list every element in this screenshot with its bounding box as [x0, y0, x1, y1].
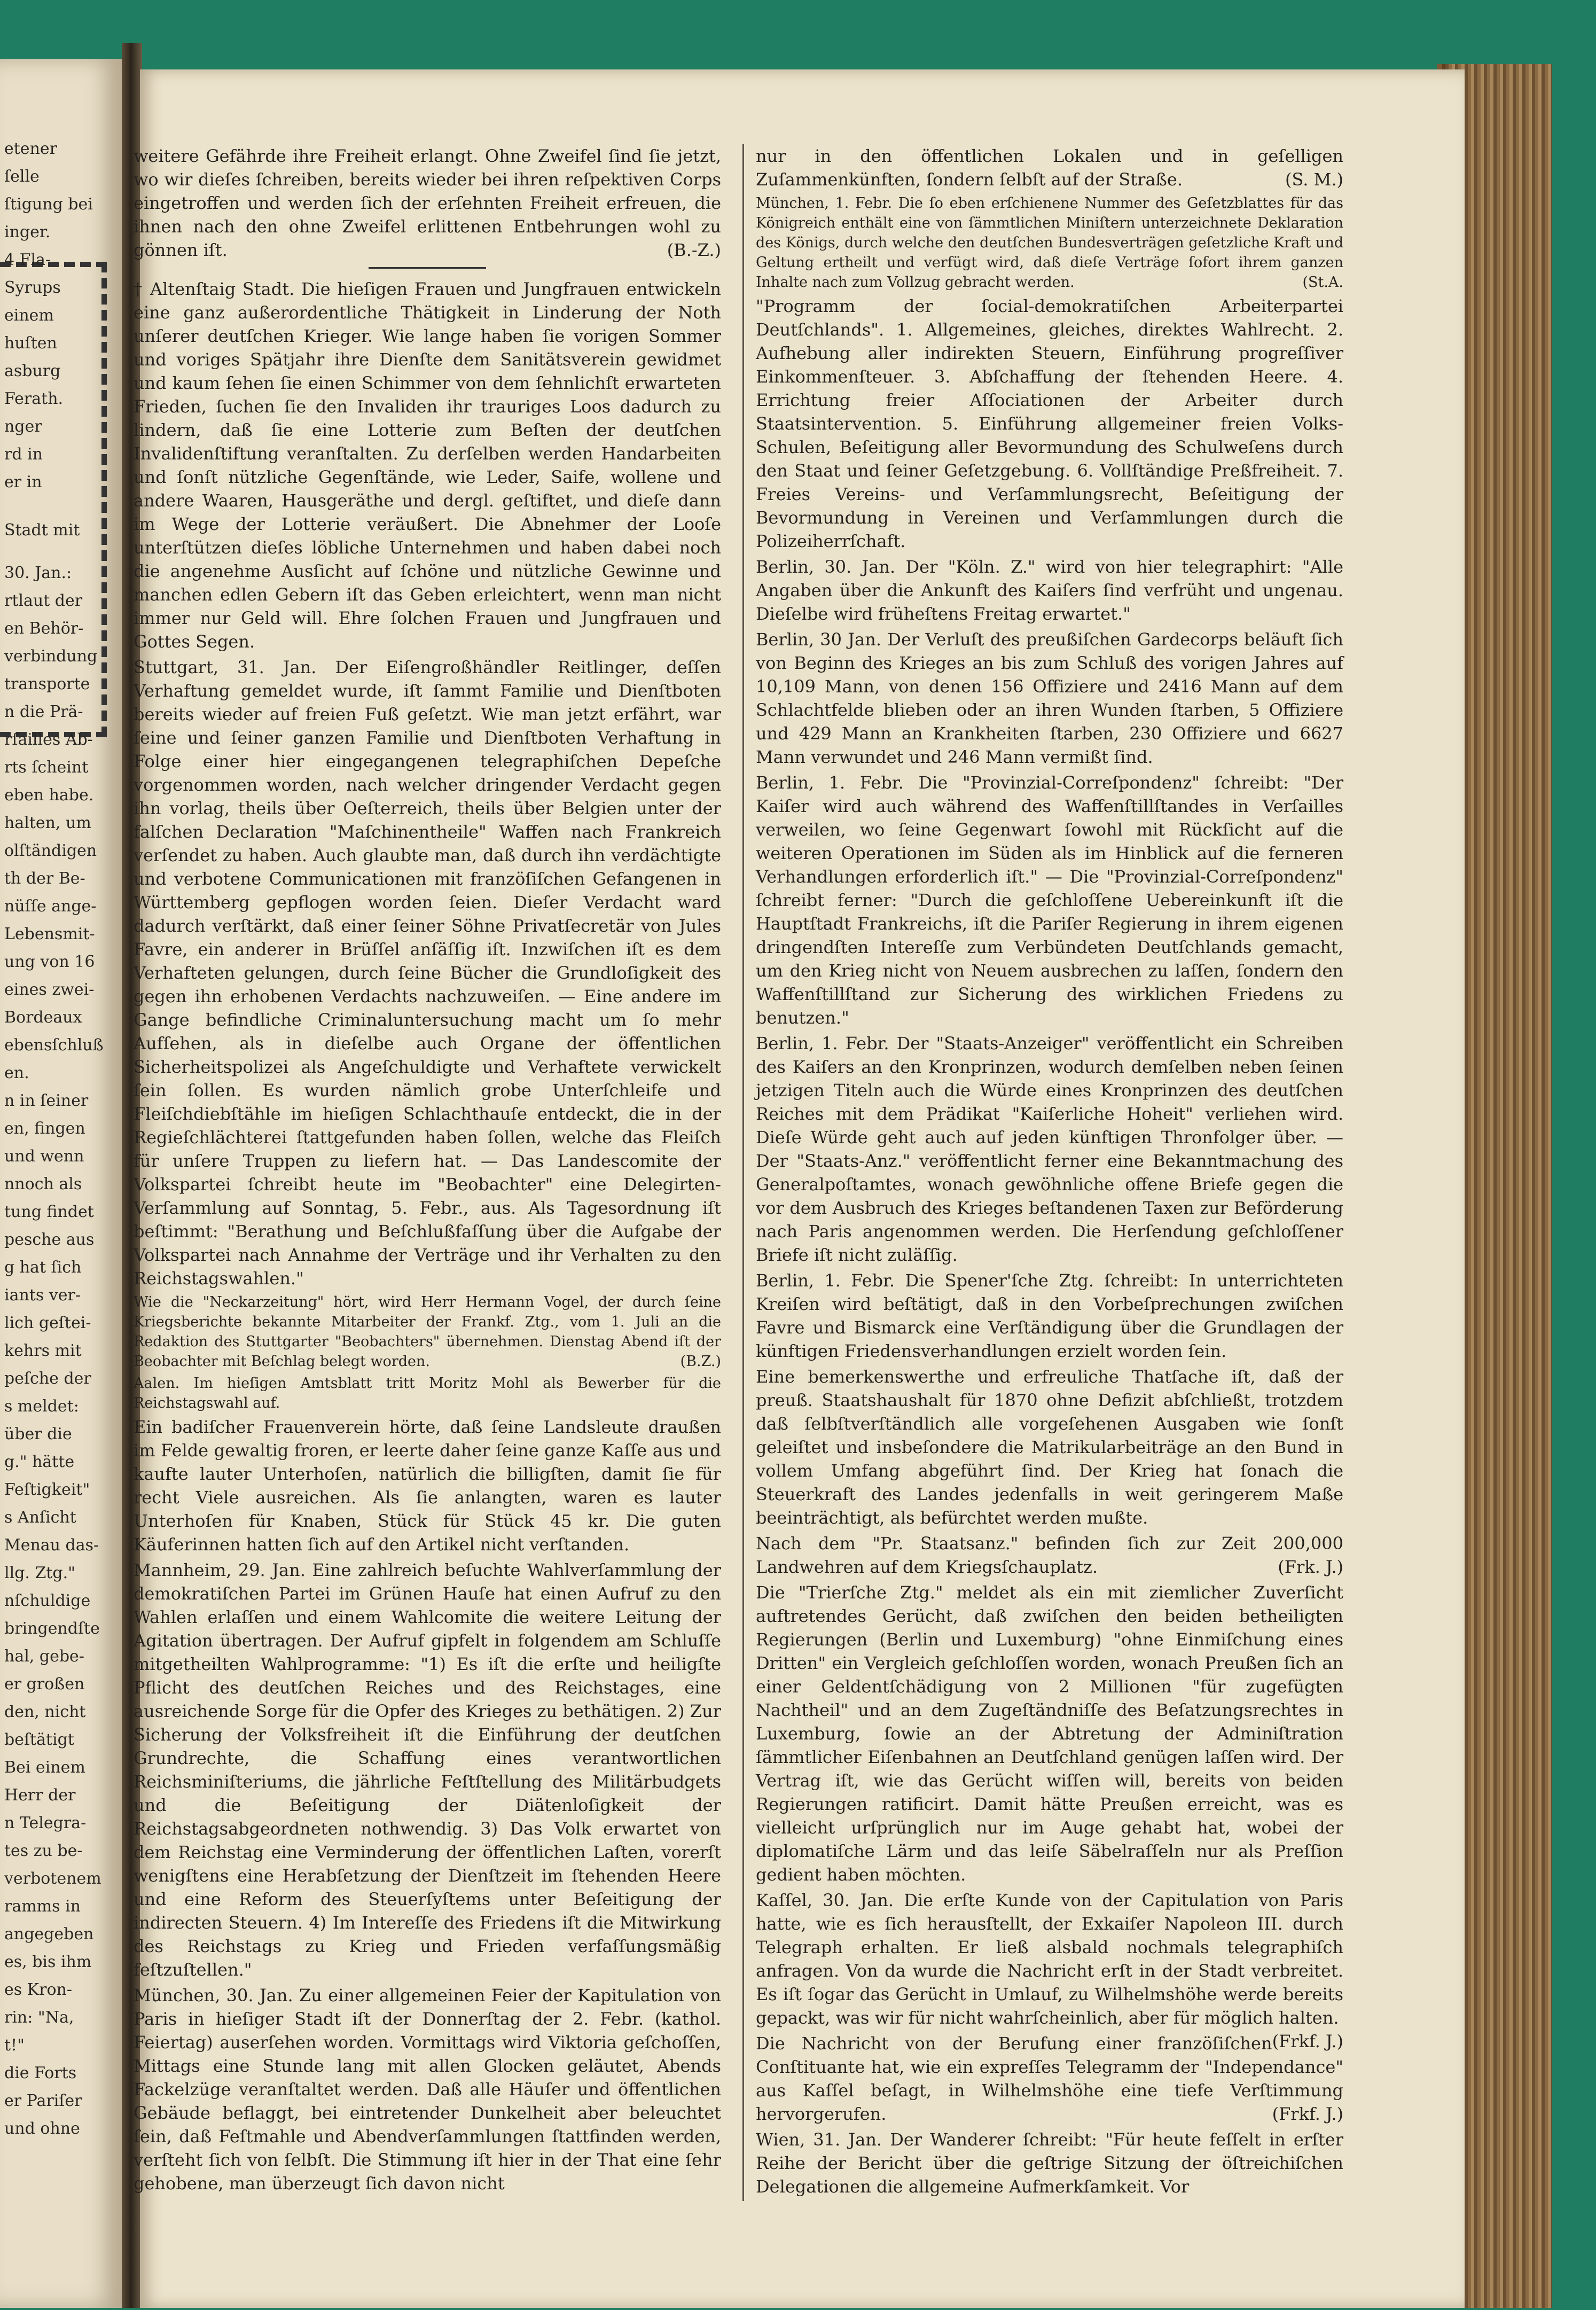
right-column	[756, 144, 1343, 2200]
article-paragraph	[756, 1532, 1343, 1579]
prev-page-line: peſche der	[4, 1369, 91, 1388]
article-paragraph	[134, 655, 721, 1290]
article-paragraph	[756, 771, 1343, 1029]
prev-page-line: Syrups	[4, 278, 61, 297]
article-paragraph	[756, 1269, 1343, 1363]
source-attribution: (S. M.)	[1285, 169, 1343, 190]
prev-page-line: en Behör-	[4, 619, 84, 638]
prev-page-line: n die Prä-	[4, 703, 83, 721]
article-paragraph	[134, 1984, 721, 2195]
prev-page-line: beſtätigt	[4, 1730, 74, 1749]
article-text: Die "Trierſche Ztg." meldet als ein mit ziemlicher Zuverſicht auftretendes Gerücht, daß zwiſchen den beiden betheiligten Regierungen (Berlin und Luxemburg) "ohne Einmiſchung eines Dritten" ein Vergleich geſchloſſen worden, wonach Preußen ſich an einer Geldentſchädigung von 2 Millionen "für zugefügten Nachtheil" und an dem Zugeſtändniſſe des Beſatzungsrechtes in Luxemburg, ſowie an der Abtretung der Adminiſtration ſämmtlicher Eiſenbahnen an Deutſchland genügen laſſen wird. Der Vertrag iſt, wie das Gerücht wiſſen will, bereits von beiden Regierungen ratificirt. Damit hätte Preußen erreicht, was es vielleicht urſprünglich nur im Auge gehabt hat, wobei der diplomatiſche Lärm und das leiſe Säbelraſſeln nur als Preſſion gedient haben möchten.	[756, 1582, 1343, 1885]
article-text: † Altenſtaig Stadt. Die hieſigen Frauen und Jungfrauen entwickeln eine ganz außerordentliche Thätigkeit in Linderung der Noth unſerer deutſchen Krieger. Wie lange haben ſie vorigen Sommer und voriges Spätjahr ihre Dienſte dem Sanitätsverein gewidmet und kaum ſehen ſie einen Schimmer von dem ſehnlichſt erwarteten Frieden, ſuchen ſie den Invaliden ihr trauriges Loos dadurch zu lindern, daß ſie eine Lotterie zum Beſten der deutſchen Invalidenſtiftung veranſtalten. Zu derſelben werden Handarbeiten und ſonſt nützliche Gegenſtände, wie Leder, Saife, wollene und andere Waaren, Hausgeräthe und dergl. geſtiftet, und dieſe dann im Wege der Lotterie veräußert. Die Abnehmer der Looſe unterſtützen dieſes löbliche Unternehmen und haben dabei noch die angenehme Ausſicht auf ſchöne und nützliche Gewinne und manchen edlen Gebern iſt das Geben erleichtert, wenn man nicht immer nur Geld will. Ehre ſolchen Frauen und Jungfrauen und Gottes Segen.	[134, 279, 721, 652]
article-text: Berlin, 1. Febr. Der "Staats-Anzeiger" veröffentlicht ein Schreiben des Kaiſers an den Kronprinzen, wodurch demſelben neben ſeinen jetzigen Titeln auch die Würde eines Kronprinzen des deutſchen Reiches mit dem Prädikat "Kaiſerliche Hoheit" verliehen wird. Dieſe Würde geht auch auf jeden künftigen Thronfolger über. — Der "Staats-Anz." veröffentlicht ferner eine Bekanntmachung des Generalpoſtamtes, wonach gewöhnliche offene Briefe gegen die vor dem Ausbruch des Krieges beſtandenen Taxen zur Beförderung nach Paris angenommen werden. Die Herſendung geſchloſſener Briefe iſt nicht zuläſſig.	[756, 1033, 1343, 1265]
prev-page-line: er großen	[4, 1675, 85, 1694]
prev-page-line: halten, um	[4, 814, 91, 832]
prev-page-line: hal, gebe-	[4, 1647, 84, 1666]
source-attribution: (Frkf. J.)	[1272, 2031, 1343, 2051]
prev-page-line: ebensſchluß	[4, 1036, 104, 1055]
prev-page-line: huſten	[4, 334, 57, 353]
prev-page-line: g." hätte	[4, 1453, 75, 1471]
prev-page-line: llg. Ztg."	[4, 1564, 75, 1582]
prev-page-line: g hat ſich	[4, 1258, 82, 1277]
article-text: Berlin, 1. Febr. Die "Provinzial-Correſpondenz" ſchreibt: "Der Kaiſer wird auch während des Waffenſtillſtandes in Verſailles verweilen, wo ſeine Gegenwart ſowohl mit Rückſicht auf die weiteren Operationen im Süden als im Hinblick auf die ferneren Verhandlungen erforderlich iſt." — Die "Provinzial-Correſpondenz" ſchreibt ferner: "Durch die geſchloſſene Uebereinkunft iſt die Hauptſtadt Frankreichs, iſt die Pariſer Regierung in ihrem eigenen dringendſten Intereſſe zum Verbündeten Deutſchlands gemacht, um den Krieg nicht von Neuem ausbrechen zu laſſen, ſondern den Waffenſtillſtand zur Sicherung des wirklichen Friedens zu benutzen."	[756, 772, 1343, 1028]
article-paragraph	[756, 2032, 1343, 2126]
prev-page-line: den, nicht	[4, 1703, 86, 1721]
article-text: Kaſſel, 30. Jan. Die erſte Kunde von der Capitulation von Paris hatte, wie es ſich herausſtellt, der Exkaiſer Napoleon III. durch Telegraph erhalten. Er ließ alsbald nochmals telegraphiſch anfragen. Von da wurde die Nachricht erſt in der Stadt verbreitet. Es iſt ſogar das Gerücht in Umlauf, zu Wilhelmshöhe werde bereits gepackt, was wir für nicht wahrſcheinlich, aber für möglich halten.	[756, 1890, 1343, 2028]
prev-page-line: angegeben	[4, 1925, 94, 1944]
prev-page-line: nger	[4, 417, 42, 436]
column-divider	[742, 144, 744, 2201]
article-paragraph	[756, 555, 1343, 626]
prev-page-line: Herr der	[4, 1786, 76, 1805]
article-paragraph	[134, 1292, 721, 1371]
article-paragraph	[756, 1032, 1343, 1267]
prev-page-line: 30. Jan.:	[4, 564, 72, 582]
left-column	[134, 144, 721, 2197]
prev-page-line: rin: "Na,	[4, 2008, 74, 2027]
prev-page-line: asburg	[4, 362, 61, 380]
article-paragraph	[756, 2128, 1343, 2198]
prev-page-line: th der Be-	[4, 869, 85, 888]
prev-page-line: rtlaut der	[4, 591, 83, 610]
prev-page-line: ſelle	[4, 167, 40, 186]
prev-page-line: s meldet:	[4, 1397, 79, 1416]
prev-page-line: tes zu be-	[4, 1841, 83, 1860]
prev-page-line: verbindung	[4, 647, 98, 666]
prev-page-line: kehrs mit	[4, 1341, 82, 1360]
prev-page-line: eben habe.	[4, 786, 94, 805]
prev-page-line: verbotenem	[4, 1869, 101, 1888]
article-paragraph	[134, 277, 721, 653]
article-text: Mannheim, 29. Jan. Eine zahlreich beſuchte Wahlverſammlung der demokratiſchen Partei im Grünen Hauſe hat einen Aufruf zu den Wahlen erlaſſen und einem Wahlcomite die weitere Leitung der Agitation übertragen. Der Aufruf gipfelt in folgendem am Schluſſe mitgetheilten Wahlprogramme: "1) Es iſt die erſte und heiligſte Pflicht des deutſchen Reiches und des Reichstages, eine ausreichende Sorge für die Opfer des Krieges zu bethätigen. 2) Zur Sicherung der Volksfreiheit iſt die Einführung der deutſchen Grundrechte, die Schaffung eines verantwortlichen Reichsminiſteriums, die jährliche Feſtſtellung des Militärbudgets und die Beſeitigung der Diätenloſigkeit der Reichstagsabgeordneten nothwendig. 3) Das Volk erwartet von dem Reichstag eine Verminderung der öffentlichen Laſten, vorerſt wenigſtens eine Herabſetzung der Dienſtzeit im ſtehenden Heere und eine Reform des Steuerſyſtems unter Beſeitigung der indirecten Steuern. 4) Im Intereſſe des Friedens iſt die Mitwirkung des Reichstags zu Krieg und Frieden verfaſſungsmäßig feſtzuſtellen."	[134, 1560, 721, 1980]
prev-page-line: transporte	[4, 675, 90, 693]
prev-page-line: iants ver-	[4, 1286, 81, 1305]
prev-page-line: bringendſte	[4, 1619, 100, 1638]
article-text: Berlin, 1. Febr. Die Spener'ſche Ztg. ſchreibt: In unterrichteten Kreiſen wird beſtätigt, daß in den Vorbeſprechungen zwiſchen Favre und Bismarck eine Verſtändigung über die Grundlagen der künftigen Friedensverhandlungen erzielt worden ſein.	[756, 1270, 1343, 1361]
article-paragraph	[134, 1373, 721, 1413]
prev-page-line: rd in	[4, 445, 43, 464]
prev-page-line: en.	[4, 1064, 29, 1082]
article-paragraph	[134, 1558, 721, 1981]
source-attribution: (Frk. J.)	[1278, 1557, 1343, 1577]
prev-page-line: pesche aus	[4, 1230, 95, 1249]
prev-page-line: rſailles Ab-	[4, 730, 93, 749]
prev-page-line: inger.	[4, 223, 51, 241]
article-text: Berlin, 30 Jan. Der Verluſt des preußiſchen Gardecorps beläuft ſich von Beginn des Krieges an bis zum Schluß des vorigen Jahres auf 10,109 Mann, von denen 156 Offiziere und 2416 Mann auf dem Schlachtfelde blieben oder an ihren Wunden ſtarben, 5 Offiziere und 429 Mann an Krankheiten ſtarben, 230 Offiziere und 6627 Mann verwundet und 246 Mann vermißt ſind.	[756, 629, 1343, 767]
prev-page-line: nüſſe ange-	[4, 897, 97, 916]
prev-page-line: n Telegra-	[4, 1814, 87, 1832]
article-text: Aalen. Im hieſigen Amtsblatt tritt Moritz Mohl als Bewerber für die Reichstagswahl auf.	[134, 1375, 721, 1411]
source-attribution: (Frkf. J.)	[1272, 2104, 1343, 2124]
article-paragraph	[134, 1415, 721, 1556]
article-text: München, 1. Febr. Die ſo eben erſchienene Nummer des Geſetzblattes für das Königreich enthält eine von ſämmtlichen Miniſtern unterzeichnete Deklaration des Königs, durch welche den deutſchen Bundesverträgen geſetzliche Kraft und Geltung ertheilt und verfügt wird, daß dieſe Verträge ſofort ihrem ganzen Inhalte nach zum Vollzug gebracht werden.	[756, 195, 1343, 291]
prev-page-line: und wenn	[4, 1147, 84, 1166]
article-text: Die Nachricht von der Berufung einer franzöſiſchen Conſtituante hat, wie ein expreſſes Telegramm der "Independance" aus Kaſſel beſagt, in Wilhelmshöhe eine tiefe Verſtimmung hervorgerufen.	[756, 2033, 1343, 2124]
article-text: Stuttgart, 31. Jan. Der Eiſengroßhändler Reitlinger, deſſen Verhaftung gemeldet wurde, iſt ſammt Familie und Dienſtboten bereits wieder auf freien Fuß geſetzt. Wie man jetzt erfährt, war ſeine und ſeiner ganzen Familie und Dienſtboten Verhaftung in Folge einer hier eingegangenen telegraphiſchen Depeſche vorgenommen worden, nach welcher dringender Verdacht gegen ihn vorlag, theils über Oeſterreich, theils über Belgien unter der falſchen Declaration "Maſchinentheile" Waffen nach Frankreich verſendet zu haben. Auch glaubte man, daß durch ihn verdächtigte und verbotene Communicationen mit franzöſiſchen Gefangenen in Württemberg gepflogen worden ſeien. Dieſer Verdacht ward dadurch verſtärkt, daß einer ſeiner Söhne Privatſecretär von Jules Favre, ein anderer in Brüſſel anſäſſig iſt. Inzwiſchen iſt es dem Verhafteten gelungen, durch ſeine Bücher die Grundloſigkeit des gegen ihn erhobenen Verdachts nachzuweiſen. — Eine andere im Gange befindliche Criminaluntersuchung macht um ſo mehr Aufſehen, als in dieſelbe auch Organe der öffentlichen Sicherheitspolizei als Angeſchuldigte und Verhaftete verwickelt ſein ſollen. Es wurden nämlich grobe Unterſchleife und Fleiſchdiebſtähle im hieſigen Schlachthauſe entdeckt, die in der Regieſchlächterei ſtattgefunden haben ſollen, welche das Fleiſch für unſere Truppen zu liefern hat. — Das Landescomite der Volkspartei ſchreibt heute im "Beobachter" eine Delegirten-Verſammlung auf Sonntag, 5. Febr., aus. Als Tagesordnung iſt beſtimmt: "Berathung und Beſchlußfaſſung über die Aufgabe der Volkspartei nach Annahme der Verträge und ihr Verhalten zu den Reichstagswahlen."	[134, 657, 721, 1289]
prev-page-line: es Kron-	[4, 1980, 72, 1999]
prev-page-line: etener	[4, 139, 57, 158]
prev-page-line: Bordeaux	[4, 1008, 82, 1027]
prev-page-line: ramms in	[4, 1897, 81, 1916]
article-text: nur in den öffentlichen Lokalen und in geſelligen Zuſammenkünften, ſondern ſelbſt auf der Straße.	[756, 146, 1343, 190]
prev-page-line: Lebensmit-	[4, 925, 95, 943]
separator-rule	[369, 267, 486, 269]
article-text: Ein badiſcher Frauenverein hörte, daß ſeine Landsleute draußen im Felde gewaltig froren, er leerte daher ſeine ganze Kaſſe aus und kaufte lauter Unterhoſen, natürlich die billigſten, damit ſie für recht Viele ausreichen. Als ſie anlangten, waren es lauter Unterhoſen für Knaben, Stück für Stück 45 kr. Die guten Käuferinnen hatten ſich auf den Artikel nicht verſtanden.	[134, 1417, 721, 1555]
article-text: Wie die "Neckarzeitung" hört, wird Herr Hermann Vogel, der durch ſeine Kriegsberichte bekannte Mitarbeiter der Frankf. Ztg., vom 1. Juli an die Redaktion des Stuttgarter "Beobachters" übernehmen. Dienstag Abend iſt der Beobachter mit Beſchlag belegt worden.	[134, 1294, 721, 1370]
prev-page-line: rts ſcheint	[4, 758, 89, 777]
prev-page-line: ung von 16	[4, 953, 95, 971]
prev-page-line: lich geſtei-	[4, 1314, 91, 1332]
prev-page-line: Bei einem	[4, 1758, 85, 1777]
prev-page-line: Menau das-	[4, 1536, 99, 1555]
prev-page-line: ſtigung bei	[4, 195, 93, 214]
prev-page-line: 4 Fla-	[4, 251, 51, 269]
prev-page-line: s Anſicht	[4, 1508, 76, 1527]
prev-page-line: einem	[4, 306, 54, 325]
prev-page-line: t!"	[4, 2036, 25, 2055]
article-text: Berlin, 30. Jan. Der "Köln. Z." wird von hier telegraphirt: "Alle Angaben über die Ankunft des Kaiſers ſind verfrüht und ungenau. Dieſelbe wird früheſtens Freitag erwartet."	[756, 557, 1343, 624]
prev-page-line: en, fingen	[4, 1119, 85, 1138]
article-paragraph	[756, 294, 1343, 553]
source-attribution: (B.Z.)	[680, 1353, 721, 1370]
prev-page-line: es, bis ihm	[4, 1953, 92, 1971]
prev-page-line: über die	[4, 1425, 72, 1443]
prev-page-line: nſchuldige	[4, 1591, 91, 1610]
prev-page-line: die Forts	[4, 2064, 77, 2082]
article-paragraph	[756, 1888, 1343, 2051]
prev-page-line: n in ſeiner	[4, 1091, 89, 1110]
prev-page-line: eines zwei-	[4, 980, 95, 999]
article-text: Wien, 31. Jan. Der Wanderer ſchreibt: "Für heute feſſelt in erſter Reihe der Bericht über die geſtrige Sitzung der öſtreichiſchen Delegationen die allgemeine Aufmerkſamkeit. Vor	[756, 2129, 1343, 2197]
prev-page-line: er Pariſer	[4, 2092, 82, 2110]
source-attribution: (St.A.	[1302, 274, 1343, 291]
article-paragraph	[756, 628, 1343, 769]
article-text: Eine bemerkenswerthe und erfreuliche Thatſache iſt, daß der preuß. Staatshaushalt für 1870 ohne Defizit abſchließt, trotzdem daß ſelbſtverſtändlich alle vorgeſehenen Ausgaben wie ſonſt geleiſtet und insbeſondere die Matrikularbeiträge an den Bund in vollem Umfang abgeführt ſind. Der Krieg hat ſonach die Steuerkraft des Landes jedenfalls in weit geringerem Maße beeinträchtigt, als befürchtet werden mußte.	[756, 1367, 1343, 1528]
prev-page-line: er in	[4, 473, 42, 491]
prev-page-line: nnoch als	[4, 1175, 82, 1193]
article-paragraph	[756, 1581, 1343, 1886]
prev-page-line: Ferath.	[4, 389, 64, 408]
article-text: Nach dem "Pr. Staatsanz." befinden ſich zur Zeit 200,000 Landwehren auf dem Kriegsſchauplatz.	[756, 1533, 1343, 1577]
previous-page-fragment	[0, 59, 122, 2308]
prev-page-line: Stadt mit	[4, 521, 80, 540]
prev-page-line: tung findet	[4, 1203, 94, 1221]
article-paragraph	[756, 144, 1343, 191]
article-paragraph	[134, 144, 721, 262]
article-text: München, 30. Jan. Zu einer allgemeinen Feier der Kapitulation von Paris in hieſiger Stadt iſt der Donnerſtag der 2. Febr. (kathol. Feiertag) auserſehen worden. Vormittags wird Viktoria geſchoſſen, Mittags eine Stunde lang mit allen Glocken geläutet, Abends Fackelzüge veranſtaltet werden. Daß alle Häuſer und öffentlichen Gebäude beflaggt, bei eintretender Dunkelheit aber beleuchtet ſein, daß Feſtmahle und Abendverſammlungen ſtattfinden werden, verſteht ſich von ſelbſt. Die Stimmung iſt hier in der That eine ſehr gehobene, man überzeugt ſich davon nicht	[134, 1985, 721, 2194]
article-text: weitere Gefährde ihre Freiheit erlangt. Ohne Zweifel ſind ſie jetzt, wo wir dieſes ſchreiben, bereits wieder bei ihren reſpektiven Corps eingetroffen und werden ſich der erſehnten Freiheit erfreuen, die ihnen nach den ohne Zweifel erlittenen Entbehrungen wohl zu gönnen iſt.	[134, 146, 721, 260]
article-paragraph	[756, 1365, 1343, 1529]
article-text: "Programm der ſocial-demokratiſchen Arbeiterpartei Deutſchlands". 1. Allgemeines, gleiches, direktes Wahlrecht. 2. Aufhebung aller indirekten Steuern, Einführung progreſſiver Einkommenſteuer. 3. Abſchaffung der ſtehenden Heere. 4. Errichtung freier Aſſociationen der Arbeiter durch Staatsintervention. 5. Einführung allgemeiner freien Volks-Schulen, Beſeitigung aller Bevormundung des Schulweſens durch den Staat und ſeiner Geſetzgebung. 6. Vollſtändige Preßfreiheit. 7. Freies Vereins- und Verſammlungsrecht, Beſeitigung der Bevormundung in Vereinen und Verſammlungen durch die Polizeiherrſchaft.	[756, 296, 1343, 551]
article-paragraph	[756, 193, 1343, 292]
source-attribution: (B.-Z.)	[667, 240, 721, 260]
prev-page-line: und ohne	[4, 2119, 80, 2138]
prev-page-line: Feſtigkeit"	[4, 1480, 90, 1499]
prev-page-line: olſtändigen	[4, 841, 97, 860]
